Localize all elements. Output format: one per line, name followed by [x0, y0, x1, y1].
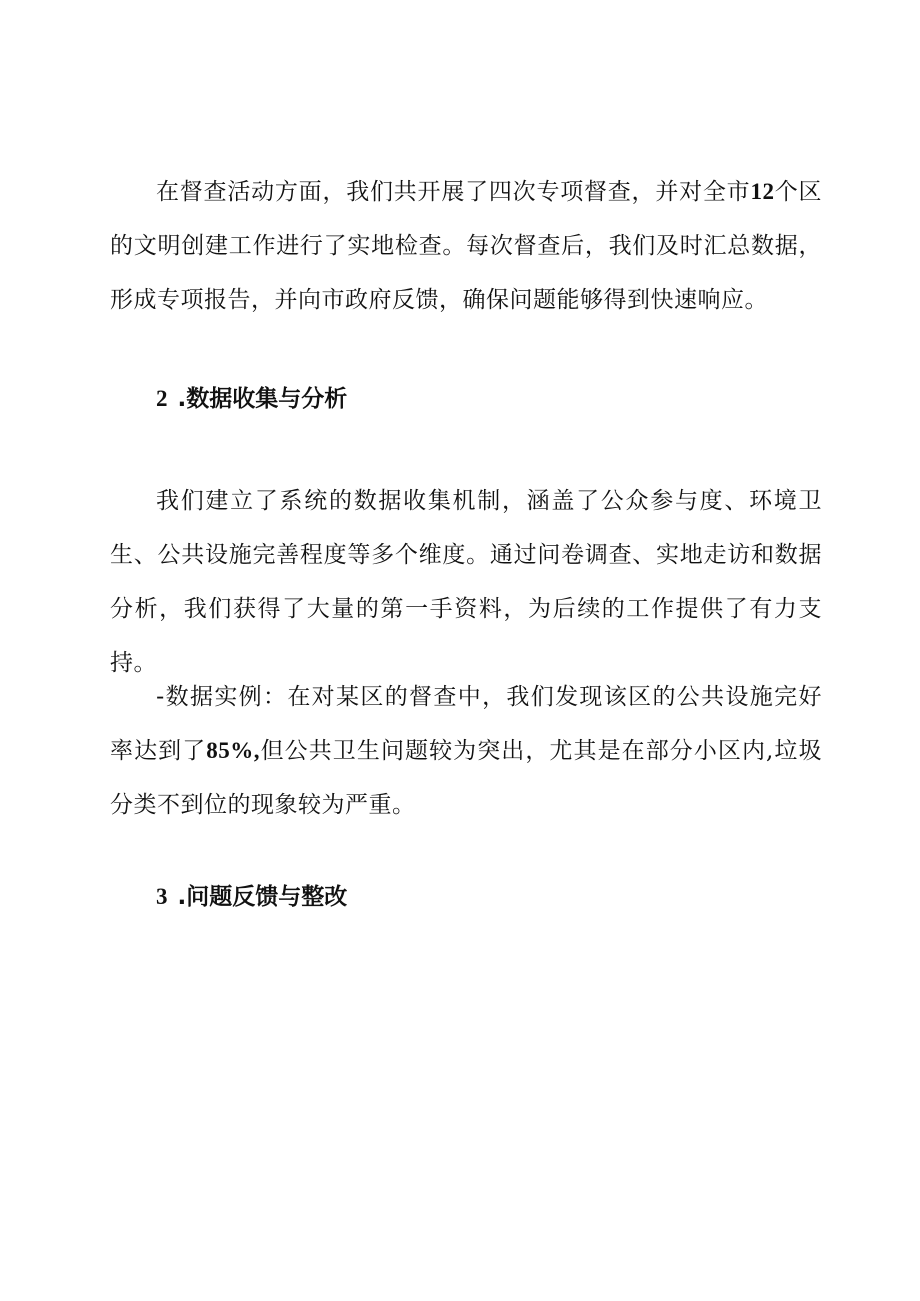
- paragraph-data-example: [110, 670, 822, 832]
- paragraph-text: 在督查活动方面，我们共开展了四次专项督查，并对全市: [156, 179, 751, 205]
- paragraph-inspection-activities: [110, 165, 822, 327]
- paragraph-data-collection: [110, 474, 822, 690]
- data-example-label: -数据实例：: [156, 684, 288, 710]
- section-heading-feedback-rectification: [156, 882, 347, 912]
- paragraph-text: 我们建立了系统的数据收集机制，涵盖了公众参与度、环境卫生、公共设施完善程度等多个维度。通过问卷调查、实地走访和数据分析，我们获得了大量的第一手资料，为后续的工作提供了有力支持。: [110, 488, 822, 676]
- paragraph-text: 在对某区的督查中，我们发现该区的公共设施完好率达到了: [110, 684, 822, 764]
- section-title: .问题反馈与整改: [177, 884, 348, 910]
- district-count: 12: [750, 179, 775, 204]
- section-title: .数据收集与分析: [177, 386, 348, 412]
- paragraph-text: 个区的文明创建工作进行了实地检查。每次督查后，我们及时汇总数据，形成专项报告，并向市政府反馈，确保问题能够得到快速响应。: [110, 179, 823, 313]
- section-number: 3: [156, 884, 168, 909]
- facility-rate: 85%,: [206, 738, 261, 763]
- section-heading-data-collection: [156, 384, 347, 414]
- paragraph-text: 但公共卫生问题较为突出，尤其是在部分小区内,垃圾分类不到位的现象较为严重。: [110, 738, 823, 818]
- section-number: 2: [156, 386, 168, 411]
